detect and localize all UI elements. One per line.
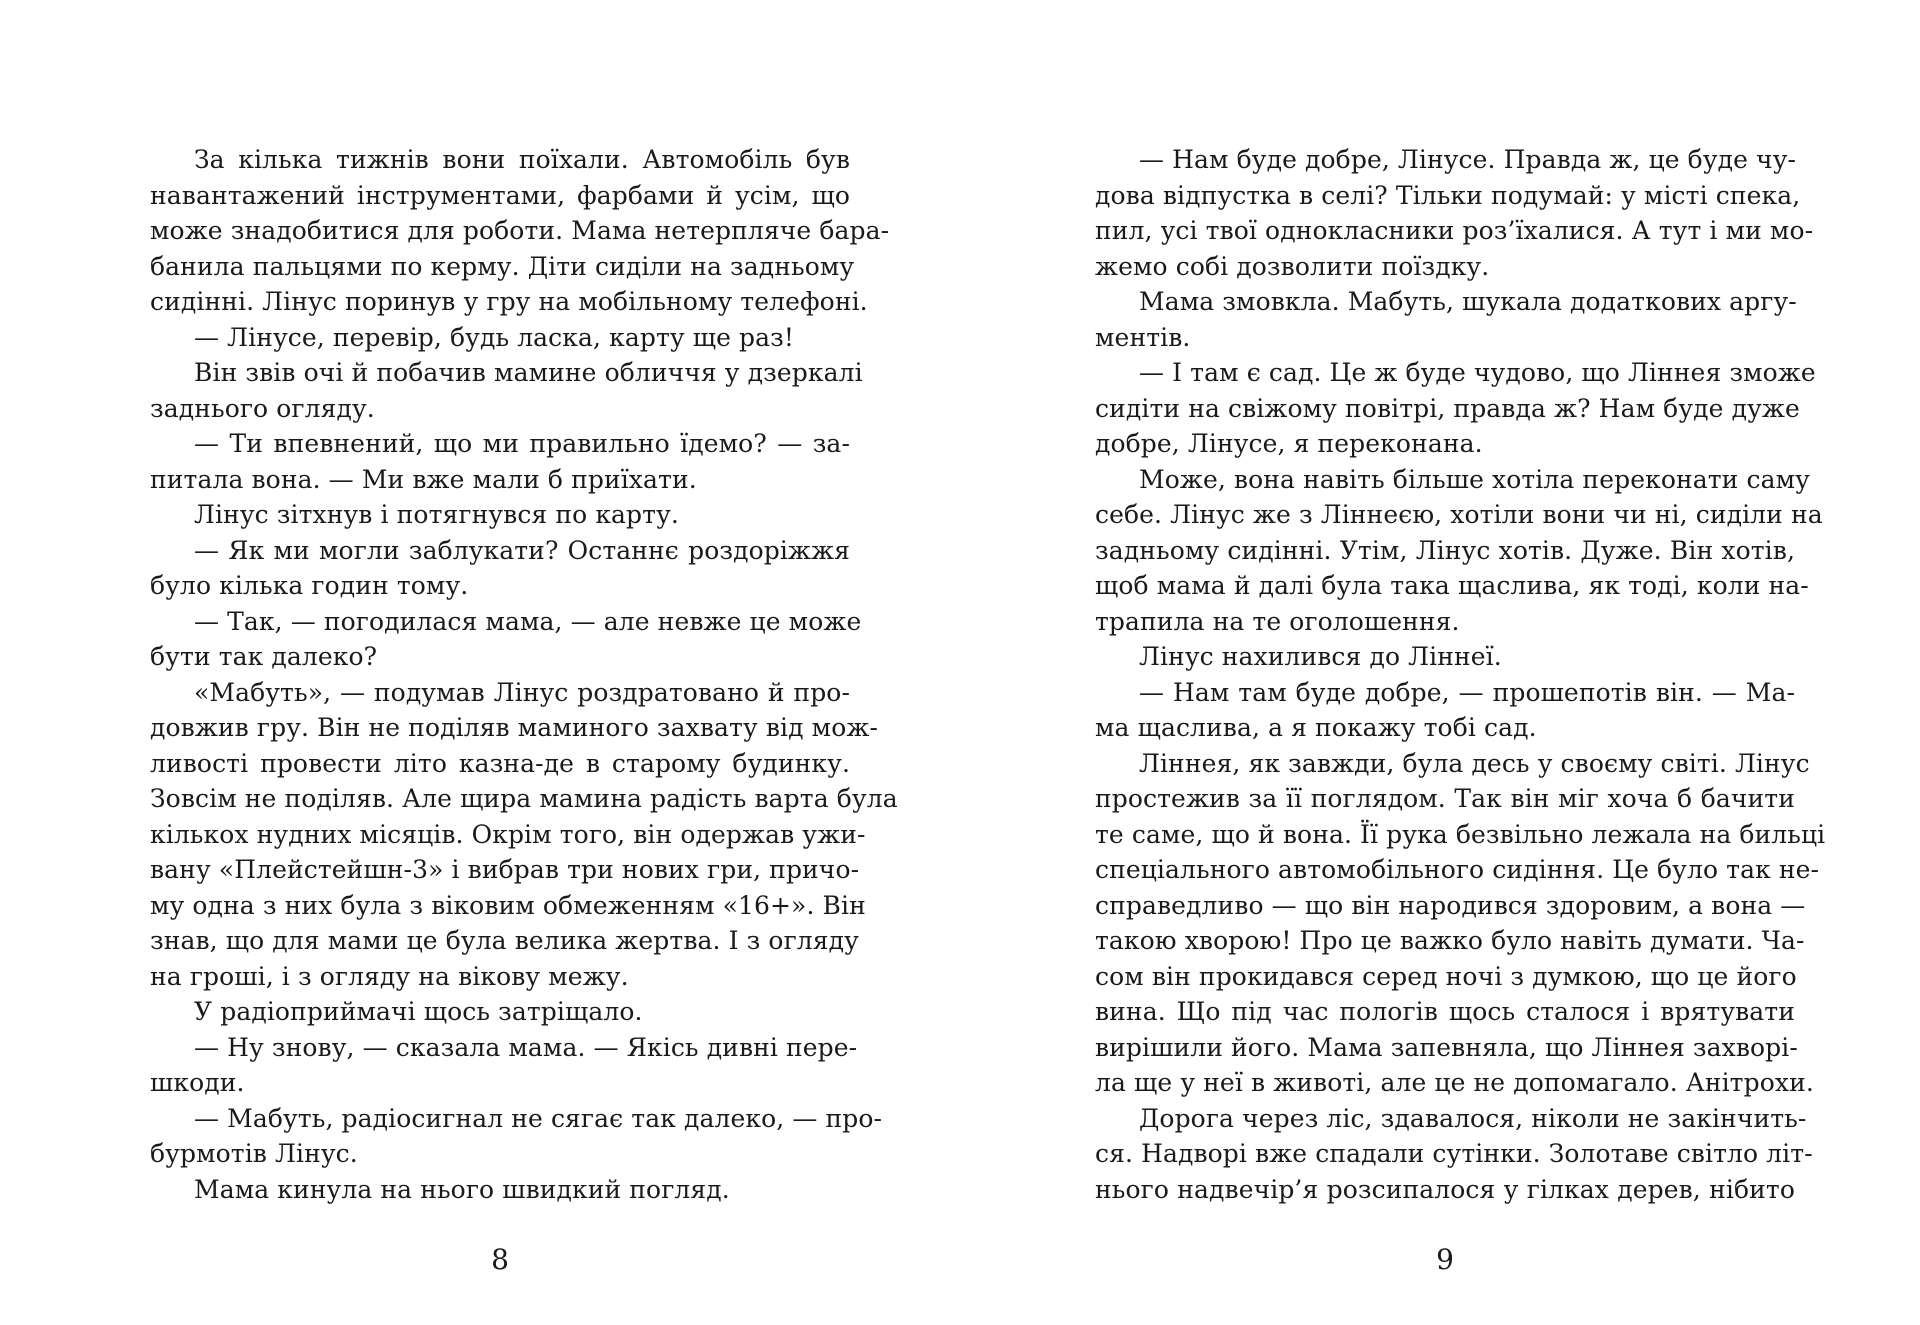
text-line: знав, що для мами це була велика жертва. І з огляду — [150, 926, 859, 955]
text-line: му одна з них була з віковим обмеженням «16+». Він — [150, 890, 866, 920]
text-line: Дорога через ліс, здавалося, ніколи не закінчить- — [1139, 1103, 1807, 1133]
text-line: У радіоприймачі щось затріщало. — [194, 997, 643, 1026]
page-right — [1095, 0, 1826, 1325]
text-line: було кілька годин тому. — [150, 571, 469, 600]
text-line: заднього огляду. — [150, 393, 375, 423]
text-line: — Так, — погодилася мама, — але невже це може — [194, 606, 862, 636]
text-line: бурмотів Лінус. — [150, 1139, 358, 1168]
text-line: — Ну знову, — сказала мама. — Якісь дивні пере- — [194, 1032, 858, 1062]
text-line: — Мабуть, радіосигнал не сягає так далеко, — про- — [194, 1103, 883, 1133]
text-line: ся. Надворі вже спадали сутінки. Золотаве світло літ- — [1095, 1139, 1813, 1168]
text-line: Лінус зітхнув і потягнувся по карту. — [194, 500, 679, 529]
text-line: Лінус нахилився до Ліннеї. — [1139, 642, 1502, 671]
page-text — [1095, 142, 1826, 1207]
text-line: на гроші, і з огляду на вікову межу. — [150, 961, 629, 991]
text-line: — Нам буде добре, Лінусе. Правда ж, це буде чу- — [1139, 145, 1797, 174]
text-line: навантажений інструментами, фарбами й усім, що — [150, 180, 850, 210]
text-line: сидінні. Лінус поринув у гру на мобільному телефоні. — [150, 287, 868, 316]
text-line: дова відпустка в селі? Тільки подумай: у місті спека, — [1095, 180, 1801, 210]
text-line: Він звів очі й побачив мамине обличчя у дзеркалі — [194, 358, 863, 387]
text-line: кількох нудних місяців. Окрім того, він одержав ужи- — [150, 819, 866, 849]
text-line: вану «Плейстейшн-3» і вибрав три нових гри, причо- — [150, 855, 860, 884]
text-line: шкоди. — [150, 1068, 245, 1097]
text-line: справедливо — що він народився здоровим, а вона — — [1095, 890, 1806, 920]
text-line: нього надвечір’я розсипалося у гілках дерев, нібито — [1095, 1174, 1795, 1204]
text-line: трапила на те оголошення. — [1095, 606, 1460, 636]
text-line: те саме, що й вона. Її рука безвільно лежала на бильці — [1095, 819, 1826, 849]
page-left — [150, 0, 898, 1325]
text-line: себе. Лінус же з Ліннеєю, хотіли вони чи ні, сиділи на — [1095, 500, 1823, 529]
text-line: «Мабуть», — подумав Лінус роздратовано й про- — [194, 677, 850, 707]
text-line: питала вона. — Ми вже мали б приїхати. — [150, 464, 697, 494]
page-text — [150, 142, 898, 1207]
text-line: — Ти впевнений, що ми правильно їдемо? — за- — [194, 429, 850, 458]
text-line: ливості провести літо казна-де в старому будинку. — [150, 748, 850, 778]
text-line: ментів. — [1095, 322, 1191, 352]
text-line: задньому сидінні. Утім, Лінус хотів. Дуже. Він хотів, — [1095, 535, 1795, 565]
text-line: вирішили його. Мама запевняла, що Ліннея захворі- — [1095, 1032, 1798, 1062]
text-line: щоб мама й далі була така щаслива, як тоді, коли на- — [1095, 571, 1809, 600]
text-line: — Нам там буде добре, — прошепотів він. — Ма- — [1139, 677, 1795, 707]
text-line: вина. Що під час пологів щось сталося і врятувати — [1095, 997, 1795, 1026]
text-line: довжив гру. Він не поділяв маминого захвату від мож- — [150, 713, 878, 742]
text-line: Ліннея, як завжди, була десь у своєму світі. Лінус — [1139, 748, 1810, 778]
text-line: пил, усі твої однокласники роз’їхалися. А тут і ми мо- — [1095, 216, 1814, 245]
page-number: 8 — [491, 1243, 509, 1276]
text-line: Мама змовкла. Мабуть, шукала додаткових аргу- — [1139, 287, 1797, 316]
text-line: простежив за її поглядом. Так він міг хоча б бачити — [1095, 784, 1795, 813]
text-line: ма щаслива, а я покажу тобі сад. — [1095, 713, 1537, 742]
text-line: — Як ми могли заблукати? Останнє роздоріжжя — [194, 535, 850, 565]
text-line: такою хворою! Про це важко було навіть думати. Ча- — [1095, 926, 1805, 955]
text-line: жемо собі дозволити поїздку. — [1095, 251, 1490, 281]
text-line: може знадобитися для роботи. Мама нетерпляче бара- — [150, 216, 890, 245]
page-number: 9 — [1436, 1243, 1454, 1276]
text-line: Зовсім не поділяв. Але щира мамина радість варта була — [150, 784, 898, 813]
text-line: Може, вона навіть більше хотіла переконати саму — [1139, 464, 1810, 494]
text-line: сидіти на свіжому повітрі, правда ж? Нам буде дуже — [1095, 393, 1800, 423]
text-line: добре, Лінусе, я переконана. — [1095, 429, 1483, 458]
text-line: сом він прокидався серед ночі з думкою, що це його — [1095, 961, 1797, 991]
text-line: — І там є сад. Це ж буде чудово, що Ліннея зможе — [1139, 358, 1816, 387]
text-line: спеціального автомобільного сидіння. Це було так не- — [1095, 855, 1820, 884]
text-line: За кілька тижнів вони поїхали. Автомобіль був — [194, 145, 850, 174]
text-line: — Лінусе, перевір, будь ласка, карту ще раз! — [194, 322, 795, 352]
text-line: банила пальцями по керму. Діти сиділи на задньому — [150, 251, 855, 281]
text-line: Мама кинула на нього швидкий погляд. — [194, 1174, 730, 1204]
text-line: ла ще у неї в животі, але це не допомагало. Анітрохи. — [1095, 1068, 1814, 1097]
text-line: бути так далеко? — [150, 642, 378, 671]
